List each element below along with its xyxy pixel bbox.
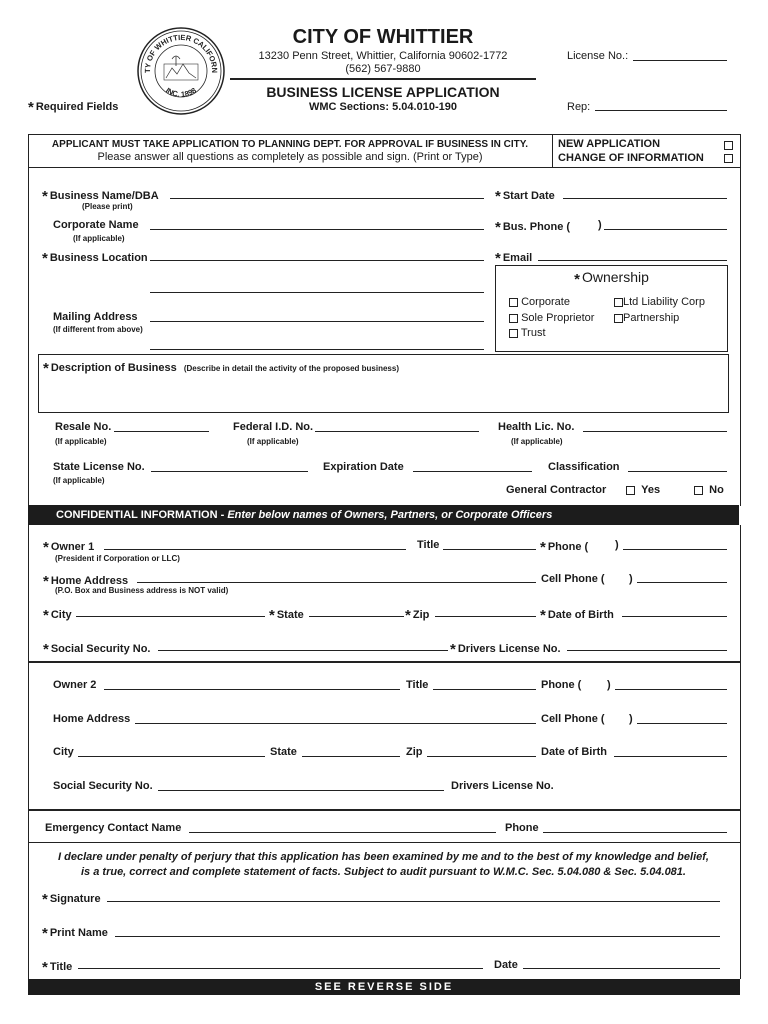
resale-field[interactable] — [114, 431, 209, 432]
change-info-checkbox[interactable] — [724, 154, 733, 163]
expiration-date-field[interactable] — [413, 471, 532, 472]
health-lic-label: Health Lic. No. — [498, 421, 575, 433]
required-asterisk: * — [540, 607, 546, 624]
owner1-dl-label: * Drivers License No. — [450, 641, 561, 658]
owner1-cell-label: Cell Phone ( — [541, 573, 605, 585]
owner2-phone-close: ) — [607, 679, 611, 691]
email-label: * Email — [495, 250, 533, 267]
business-name-label: * Business Name/DBA — [42, 188, 159, 205]
owner2-city-field[interactable] — [78, 756, 265, 757]
owner1-city-label: * City — [43, 607, 72, 624]
classification-label: Classification — [548, 461, 620, 473]
owner1-ssn-label: * Social Security No. — [43, 641, 151, 658]
owner1-title-label: Title — [417, 539, 440, 551]
rep-field[interactable] — [595, 110, 727, 111]
owner1-title-field[interactable] — [443, 549, 536, 550]
owner2-zip-field[interactable] — [427, 756, 536, 757]
ownership-corporate-checkbox[interactable] — [509, 298, 518, 307]
owner1-zip-label: * Zip — [405, 607, 430, 624]
owner1-dob-label: * Date of Birth — [540, 607, 614, 624]
required-asterisk: * — [450, 641, 456, 658]
resale-note: (If applicable) — [55, 437, 107, 446]
owner2-city-label: City — [53, 746, 74, 758]
owner1-phone-label: * Phone ( — [540, 539, 589, 556]
owner2-state-label: State — [270, 746, 297, 758]
classification-field[interactable] — [628, 471, 727, 472]
owner1-state-label: * State — [269, 607, 304, 624]
business-name-note: (Please print) — [82, 202, 133, 211]
state-license-note: (If applicable) — [53, 476, 105, 485]
owner2-label: Owner 2 — [53, 679, 97, 691]
owner1-ssn-field[interactable] — [158, 650, 448, 651]
business-location-field-2[interactable] — [150, 292, 484, 293]
owner1-cell-field[interactable] — [637, 582, 727, 583]
general-contractor-label: General Contractor — [506, 484, 607, 496]
business-location-label: * Business Location — [42, 250, 148, 267]
required-asterisk: * — [42, 925, 48, 942]
required-asterisk: * — [540, 539, 546, 556]
owner1-label: * Owner 1 — [43, 539, 95, 556]
city-phone: (562) 567-9880 — [345, 63, 421, 75]
owner2-dob-label: Date of Birth — [541, 746, 607, 758]
description-label: * Description of Business (Describe in detail the activity of the proposed business) — [43, 360, 399, 377]
emergency-phone-field[interactable] — [543, 832, 727, 833]
federal-id-note: (If applicable) — [247, 437, 299, 446]
owner1-home-field[interactable] — [137, 582, 536, 583]
state-license-label: State License No. — [53, 461, 145, 473]
owner1-dob-field[interactable] — [622, 616, 727, 617]
description-note: (Describe in detail the activity of the proposed business) — [183, 364, 399, 373]
declaration-title-label: * Title — [42, 959, 73, 976]
required-asterisk: * — [43, 360, 49, 377]
svg-text:CITY OF WHITTIER CALIFORNIA: TY OF WHITTIER CALIFORN — [142, 32, 220, 74]
start-date-field[interactable] — [563, 198, 727, 199]
emergency-divider — [28, 842, 741, 843]
gc-no-option[interactable]: No — [694, 484, 724, 496]
required-asterisk: * — [574, 271, 580, 288]
emergency-contact-field[interactable] — [189, 832, 496, 833]
corporate-name-label: Corporate Name — [53, 219, 139, 231]
ownership-sole[interactable]: Sole Proprietor — [509, 312, 594, 324]
bus-phone-label: * Bus. Phone ( — [495, 219, 571, 236]
ownership-llc-checkbox[interactable] — [614, 298, 623, 307]
required-asterisk: * — [28, 99, 34, 116]
required-asterisk: * — [43, 641, 49, 658]
bus-phone-field[interactable] — [604, 229, 727, 230]
confidential-header: CONFIDENTIAL INFORMATION - Enter below names of Owners, Partners, or Corporate Officers — [28, 505, 739, 525]
svg-text:INC. 1898: INC. 1898 — [164, 85, 198, 99]
required-asterisk: * — [42, 891, 48, 908]
owner2-cell-field[interactable] — [637, 723, 727, 724]
required-asterisk: * — [42, 959, 48, 976]
owner2-field[interactable] — [104, 689, 400, 690]
owner1-zip-field[interactable] — [435, 616, 536, 617]
date-label: Date — [494, 959, 518, 971]
required-asterisk: * — [42, 250, 48, 267]
ownership-partnership-checkbox[interactable] — [614, 314, 623, 323]
mailing-address-note: (If different from above) — [53, 325, 143, 334]
required-asterisk: * — [495, 219, 501, 236]
instructions-line2: Please answer all questions as completely as possible and sign. (Print or Type) — [97, 151, 483, 163]
required-asterisk: * — [43, 607, 49, 624]
owner2-phone-field[interactable] — [615, 689, 727, 690]
owner1-note: (President if Corporation or LLC) — [55, 554, 180, 563]
owner1-home-label: * Home Address — [43, 573, 129, 590]
declaration-line1: I declare under penalty of perjury that this application has been examined by me and to the best of my knowledge and belief, — [58, 851, 709, 863]
business-location-field[interactable] — [150, 260, 484, 261]
required-asterisk: * — [43, 573, 49, 590]
city-seal — [136, 26, 226, 116]
declaration-title-field[interactable] — [78, 968, 483, 969]
expiration-date-label: Expiration Date — [323, 461, 404, 473]
gc-no-checkbox[interactable] — [694, 486, 703, 495]
owner2-cell-close: ) — [629, 713, 633, 725]
form-title: BUSINESS LICENSE APPLICATION — [266, 84, 500, 100]
required-asterisk: * — [269, 607, 275, 624]
ownership-corporate[interactable]: Corporate — [509, 296, 570, 308]
federal-id-label: Federal I.D. No. — [233, 421, 314, 433]
health-lic-field[interactable] — [583, 431, 727, 432]
email-field[interactable] — [538, 260, 727, 261]
owner1-cell-close: ) — [629, 573, 633, 585]
rep-label: Rep: — [567, 101, 591, 113]
owner2-home-label: Home Address — [53, 713, 131, 725]
required-fields-note: * Required Fields — [28, 99, 119, 116]
instructions-line1: APPLICANT MUST TAKE APPLICATION TO PLANNING DEPT. FOR APPROVAL IF BUSINESS IN CITY. — [51, 139, 529, 150]
owner1-dl-field[interactable] — [567, 650, 727, 651]
mailing-address-field-2[interactable] — [150, 349, 484, 350]
ownership-title: * Ownership — [574, 269, 649, 288]
license-no-field[interactable] — [633, 60, 727, 61]
bus-phone-close: ) — [598, 219, 602, 231]
signature-label: * Signature — [42, 891, 101, 908]
owner2-title-label: Title — [406, 679, 429, 691]
gc-yes-option[interactable]: Yes — [626, 484, 660, 496]
owners-section-border — [28, 525, 741, 811]
owner2-zip-label: Zip — [406, 746, 423, 758]
owner1-state-field[interactable] — [309, 616, 404, 617]
owner2-state-field[interactable] — [302, 756, 400, 757]
emergency-phone-label: Phone — [505, 822, 539, 834]
change-info-label: CHANGE OF INFORMATION — [558, 152, 704, 164]
corporate-name-field[interactable] — [150, 229, 484, 230]
owner2-title-field[interactable] — [433, 689, 536, 690]
signature-field[interactable] — [107, 901, 720, 902]
print-name-label: * Print Name — [42, 925, 108, 942]
health-lic-note: (If applicable) — [511, 437, 563, 446]
owner1-phone-close: ) — [615, 539, 619, 551]
owner2-ssn-field[interactable] — [158, 790, 444, 791]
see-reverse-side-bar: SEE REVERSE SIDE — [28, 979, 740, 995]
new-application-checkbox[interactable] — [724, 141, 733, 150]
license-no-label: License No.: — [567, 50, 629, 62]
ownership-sole-checkbox[interactable] — [509, 314, 518, 323]
header-rule — [230, 78, 536, 80]
mailing-address-label: Mailing Address — [53, 311, 138, 323]
owner1-field[interactable] — [104, 549, 406, 550]
ownership-llc[interactable]: Ltd Liability Corp — [614, 296, 705, 308]
required-asterisk: * — [42, 188, 48, 205]
ownership-trust[interactable]: Trust — [509, 327, 546, 339]
date-field[interactable] — [523, 968, 720, 969]
owner2-phone-label: Phone ( — [541, 679, 582, 691]
declaration-line2: is a true, correct and complete statement of facts. Subject to audit pursuant to W.M.C. Sec. 5.04.080 & Sec. 5.04.081. — [81, 866, 686, 878]
owner2-dob-field[interactable] — [614, 756, 727, 757]
new-application-label: NEW APPLICATION — [558, 138, 661, 150]
owner-divider — [28, 661, 741, 663]
ownership-partnership[interactable]: Partnership — [614, 312, 679, 324]
city-address: 13230 Penn Street, Whittier, California 90602-1772 — [258, 50, 508, 62]
owner2-dl-label: Drivers License No. — [451, 780, 554, 792]
required-asterisk: * — [43, 539, 49, 556]
required-asterisk: * — [405, 607, 411, 624]
page-title: CITY OF WHITTIER — [292, 26, 474, 48]
emergency-section-border — [28, 809, 741, 979]
wmc-sections: WMC Sections: 5.04.010-190 — [309, 101, 457, 113]
owner1-phone-field[interactable] — [623, 549, 727, 550]
gc-yes-checkbox[interactable] — [626, 486, 635, 495]
mailing-address-field[interactable] — [150, 321, 484, 322]
ownership-trust-checkbox[interactable] — [509, 329, 518, 338]
owner1-home-note: (P.O. Box and Business address is NOT valid) — [55, 586, 229, 595]
owner1-city-field[interactable] — [76, 616, 265, 617]
required-asterisk: * — [495, 250, 501, 267]
start-date-label: * Start Date — [495, 188, 555, 205]
resale-label: Resale No. — [55, 421, 112, 433]
federal-id-field[interactable] — [315, 431, 479, 432]
business-name-field[interactable] — [170, 198, 484, 199]
print-name-field[interactable] — [115, 936, 720, 937]
instructions-divider — [552, 134, 553, 168]
corporate-name-note: (If applicable) — [73, 234, 125, 243]
emergency-contact-label: Emergency Contact Name — [45, 822, 182, 834]
required-asterisk: * — [495, 188, 501, 205]
state-license-field[interactable] — [151, 471, 308, 472]
seal-graphic — [136, 26, 226, 116]
owner2-home-field[interactable] — [135, 723, 536, 724]
owner2-cell-label: Cell Phone ( — [541, 713, 605, 725]
owner2-ssn-label: Social Security No. — [53, 780, 153, 792]
